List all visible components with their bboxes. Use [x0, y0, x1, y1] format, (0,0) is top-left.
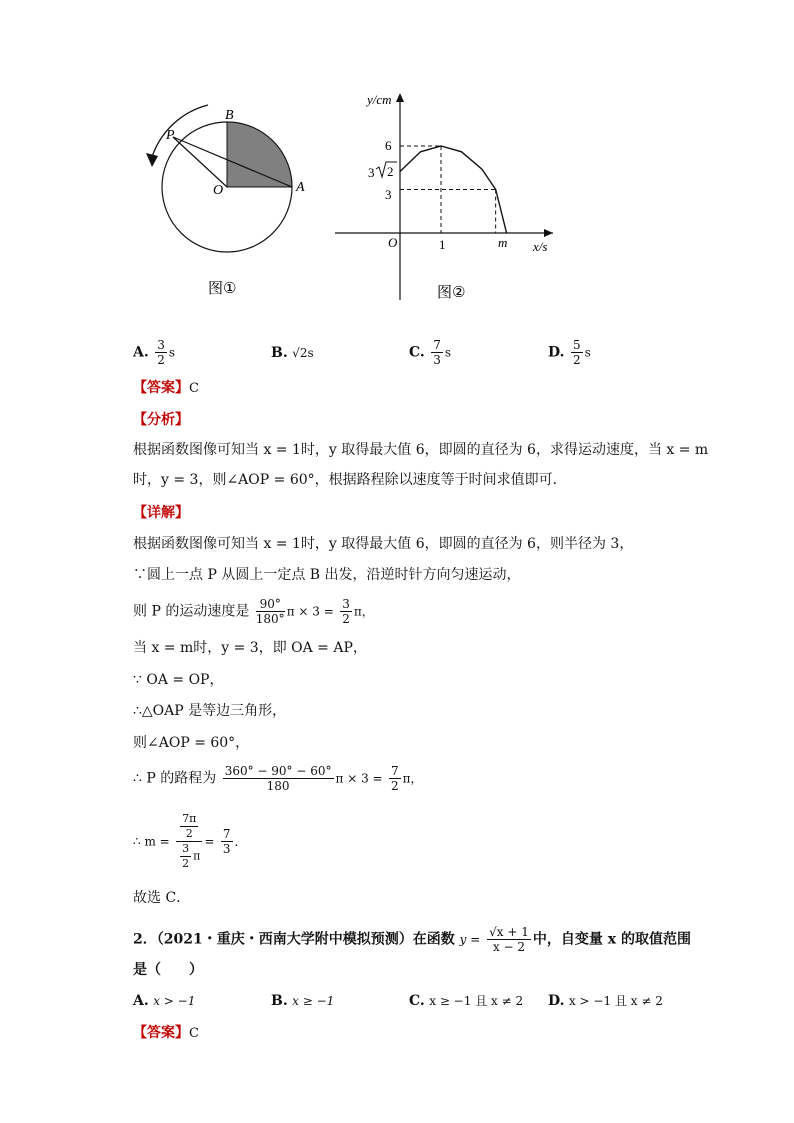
detail-line-2: ∵圆上一点 P 从圆上一定点 B 出发，沿逆时针方向匀速运动，	[133, 567, 521, 583]
detail-line-3-rnum: 3	[342, 597, 350, 611]
q1-option-d[interactable]	[548, 338, 591, 367]
q1-c-unit: s	[444, 345, 452, 360]
detail-line-5: ∵ OA = OP，	[133, 672, 224, 688]
bot-den: 2	[182, 857, 190, 870]
detail-line-8-num: 360° − 90° − 60°	[224, 764, 332, 778]
q2-frac-num: √x + 1	[489, 925, 529, 939]
detail-line-9-eq: =	[204, 834, 215, 849]
q2-option-d-letter: D.	[548, 993, 565, 1009]
detail-line-8-post: π，	[402, 771, 423, 786]
q1-option-a[interactable]	[133, 338, 175, 367]
q1-d-unit: s	[584, 345, 591, 360]
detail-line-8-rnum: 7	[391, 764, 399, 778]
answer-1-tag: 【答案】	[133, 380, 189, 396]
bot-num: 3	[182, 842, 190, 855]
analysis-tag: 【分析】	[133, 412, 189, 428]
tick-label-3root2-coef: 3	[368, 165, 375, 180]
question-2-stem	[133, 925, 691, 954]
q1-d-num: 5	[572, 338, 581, 352]
answer-2-value: C	[189, 1026, 199, 1041]
detail-line-8	[133, 764, 423, 793]
detail-tag: 【详解】	[133, 505, 189, 521]
q2-option-a-letter: A.	[133, 993, 149, 1009]
q2-source: 2．（2021・重庆・西南大学附中模拟预测）在函数	[133, 931, 455, 948]
detail-line-9-pre: ∴ m =	[133, 834, 170, 849]
q2-option-b-text: x ≥ −1	[292, 994, 335, 1008]
detail-line-3-num: 90°	[256, 597, 285, 612]
tick-label-m: m	[498, 235, 508, 250]
detail-line-6: ∴△OAP 是等边三角形，	[133, 703, 287, 719]
answer-1	[133, 378, 199, 399]
analysis-line-1: 根据函数图像可知当 x = 1时，y 取得最大值 6，即圆的直径为 6，求得运动速度，当 x = m	[133, 442, 709, 458]
q2-stem-end: 中，自变量 x 的取值范围	[532, 931, 691, 948]
label-a: A	[296, 180, 305, 195]
segment-op	[173, 137, 227, 187]
detail-line-7: 则∠AOP = 60°，	[133, 735, 250, 751]
q2-option-c-letter: C.	[409, 993, 425, 1009]
q2-option-c-text: x ≥ −1 且 x ≠ 2	[429, 994, 524, 1008]
question-2-stem-line-2: 是（ ）	[133, 962, 203, 978]
q2-option-b[interactable]	[271, 991, 334, 1011]
tick-label-3root2-rad: 2	[387, 164, 394, 179]
q1-a-num: 3	[157, 338, 165, 352]
figure-2-caption: 图②	[437, 283, 466, 301]
figure-1-circle	[130, 95, 320, 310]
q2-option-b-letter: B.	[271, 993, 288, 1009]
q2-option-d[interactable]	[548, 991, 663, 1011]
label-o: O	[213, 183, 224, 198]
detail-line-8-den: 180	[266, 779, 290, 793]
q1-b-text: √2s	[292, 346, 314, 360]
q1-option-b[interactable]	[271, 343, 314, 363]
detail-line-9-rnum: 7	[222, 827, 231, 841]
q1-c-den: 3	[433, 353, 441, 367]
detail-line-8-pre: ∴ P 的路程为	[133, 770, 217, 787]
top-den: 2	[185, 827, 193, 840]
q1-a-den: 2	[157, 353, 165, 367]
y-axis-arrow-icon	[396, 93, 404, 102]
q1-option-d-letter: D.	[548, 344, 565, 361]
q2-y-eq: y =	[459, 932, 481, 947]
answer-2	[133, 1023, 199, 1044]
q1-c-num: 7	[433, 338, 441, 352]
answer-2-tag: 【答案】	[133, 1025, 189, 1041]
q1-a-unit: s	[168, 345, 176, 360]
q2-frac-den: x − 2	[492, 940, 526, 954]
q2-option-c[interactable]	[409, 991, 523, 1011]
detail-line-3-post: π，	[353, 604, 374, 619]
detail-line-9-post: ．	[234, 834, 247, 849]
q1-option-b-letter: B.	[271, 345, 288, 361]
detail-line-3	[133, 597, 374, 626]
detail-line-9	[133, 812, 247, 871]
complex-fraction	[176, 812, 202, 871]
detail-line-8-mid: π × 3 =	[335, 771, 383, 786]
counterclockwise-arrow-arc	[152, 105, 208, 157]
q1-option-c[interactable]	[409, 338, 451, 367]
x-axis-label: x/s	[533, 239, 548, 254]
detail-line-9-rden: 3	[222, 842, 231, 856]
q1-option-c-letter: C.	[409, 344, 425, 361]
shaded-quarter-sector	[227, 122, 292, 187]
arrowhead-icon	[146, 153, 158, 167]
detail-line-3-rden: 2	[342, 612, 350, 626]
detail-line-3-pre: 则 P 的运动速度是	[133, 603, 250, 620]
detail-line-3-mid: π × 3 =	[286, 604, 334, 619]
origin-label: O	[388, 235, 398, 250]
tick-label-1: 1	[439, 237, 446, 252]
label-p: P	[166, 128, 175, 143]
dashed-guides	[400, 146, 496, 233]
detail-conclusion: 故选 C．	[133, 890, 191, 906]
label-b: B	[225, 108, 234, 123]
detail-line-1: 根据函数图像可知当 x = 1时，y 取得最大值 6，即圆的直径为 6，则半径为 3，	[133, 536, 634, 552]
detail-line-8-rden: 2	[391, 779, 399, 793]
top-num: 7π	[182, 812, 197, 825]
detail-line-4: 当 x = m时，y = 3，即 OA = AP，	[133, 640, 367, 656]
bot-pi: π	[193, 849, 201, 863]
q2-option-a[interactable]	[133, 991, 195, 1011]
figure-2-graph	[335, 85, 565, 310]
q2-option-d-text: x > −1 且 x ≠ 2	[568, 994, 663, 1008]
tick-label-3: 3	[385, 187, 392, 202]
y-axis-label: y/cm	[367, 92, 392, 107]
q2-option-a-text: x > −1	[153, 994, 196, 1008]
tick-label-6: 6	[385, 138, 392, 153]
detail-line-3-den: 180°	[255, 612, 285, 626]
q1-option-a-letter: A.	[133, 344, 149, 361]
figure-1-caption: 图①	[208, 279, 237, 297]
answer-1-value: C	[189, 381, 199, 396]
q1-d-den: 2	[572, 353, 581, 367]
x-axis-arrow-icon	[544, 229, 553, 237]
analysis-line-2: 时，y = 3，则∠AOP = 60°，根据路程除以速度等于时间求值即可．	[133, 472, 567, 488]
